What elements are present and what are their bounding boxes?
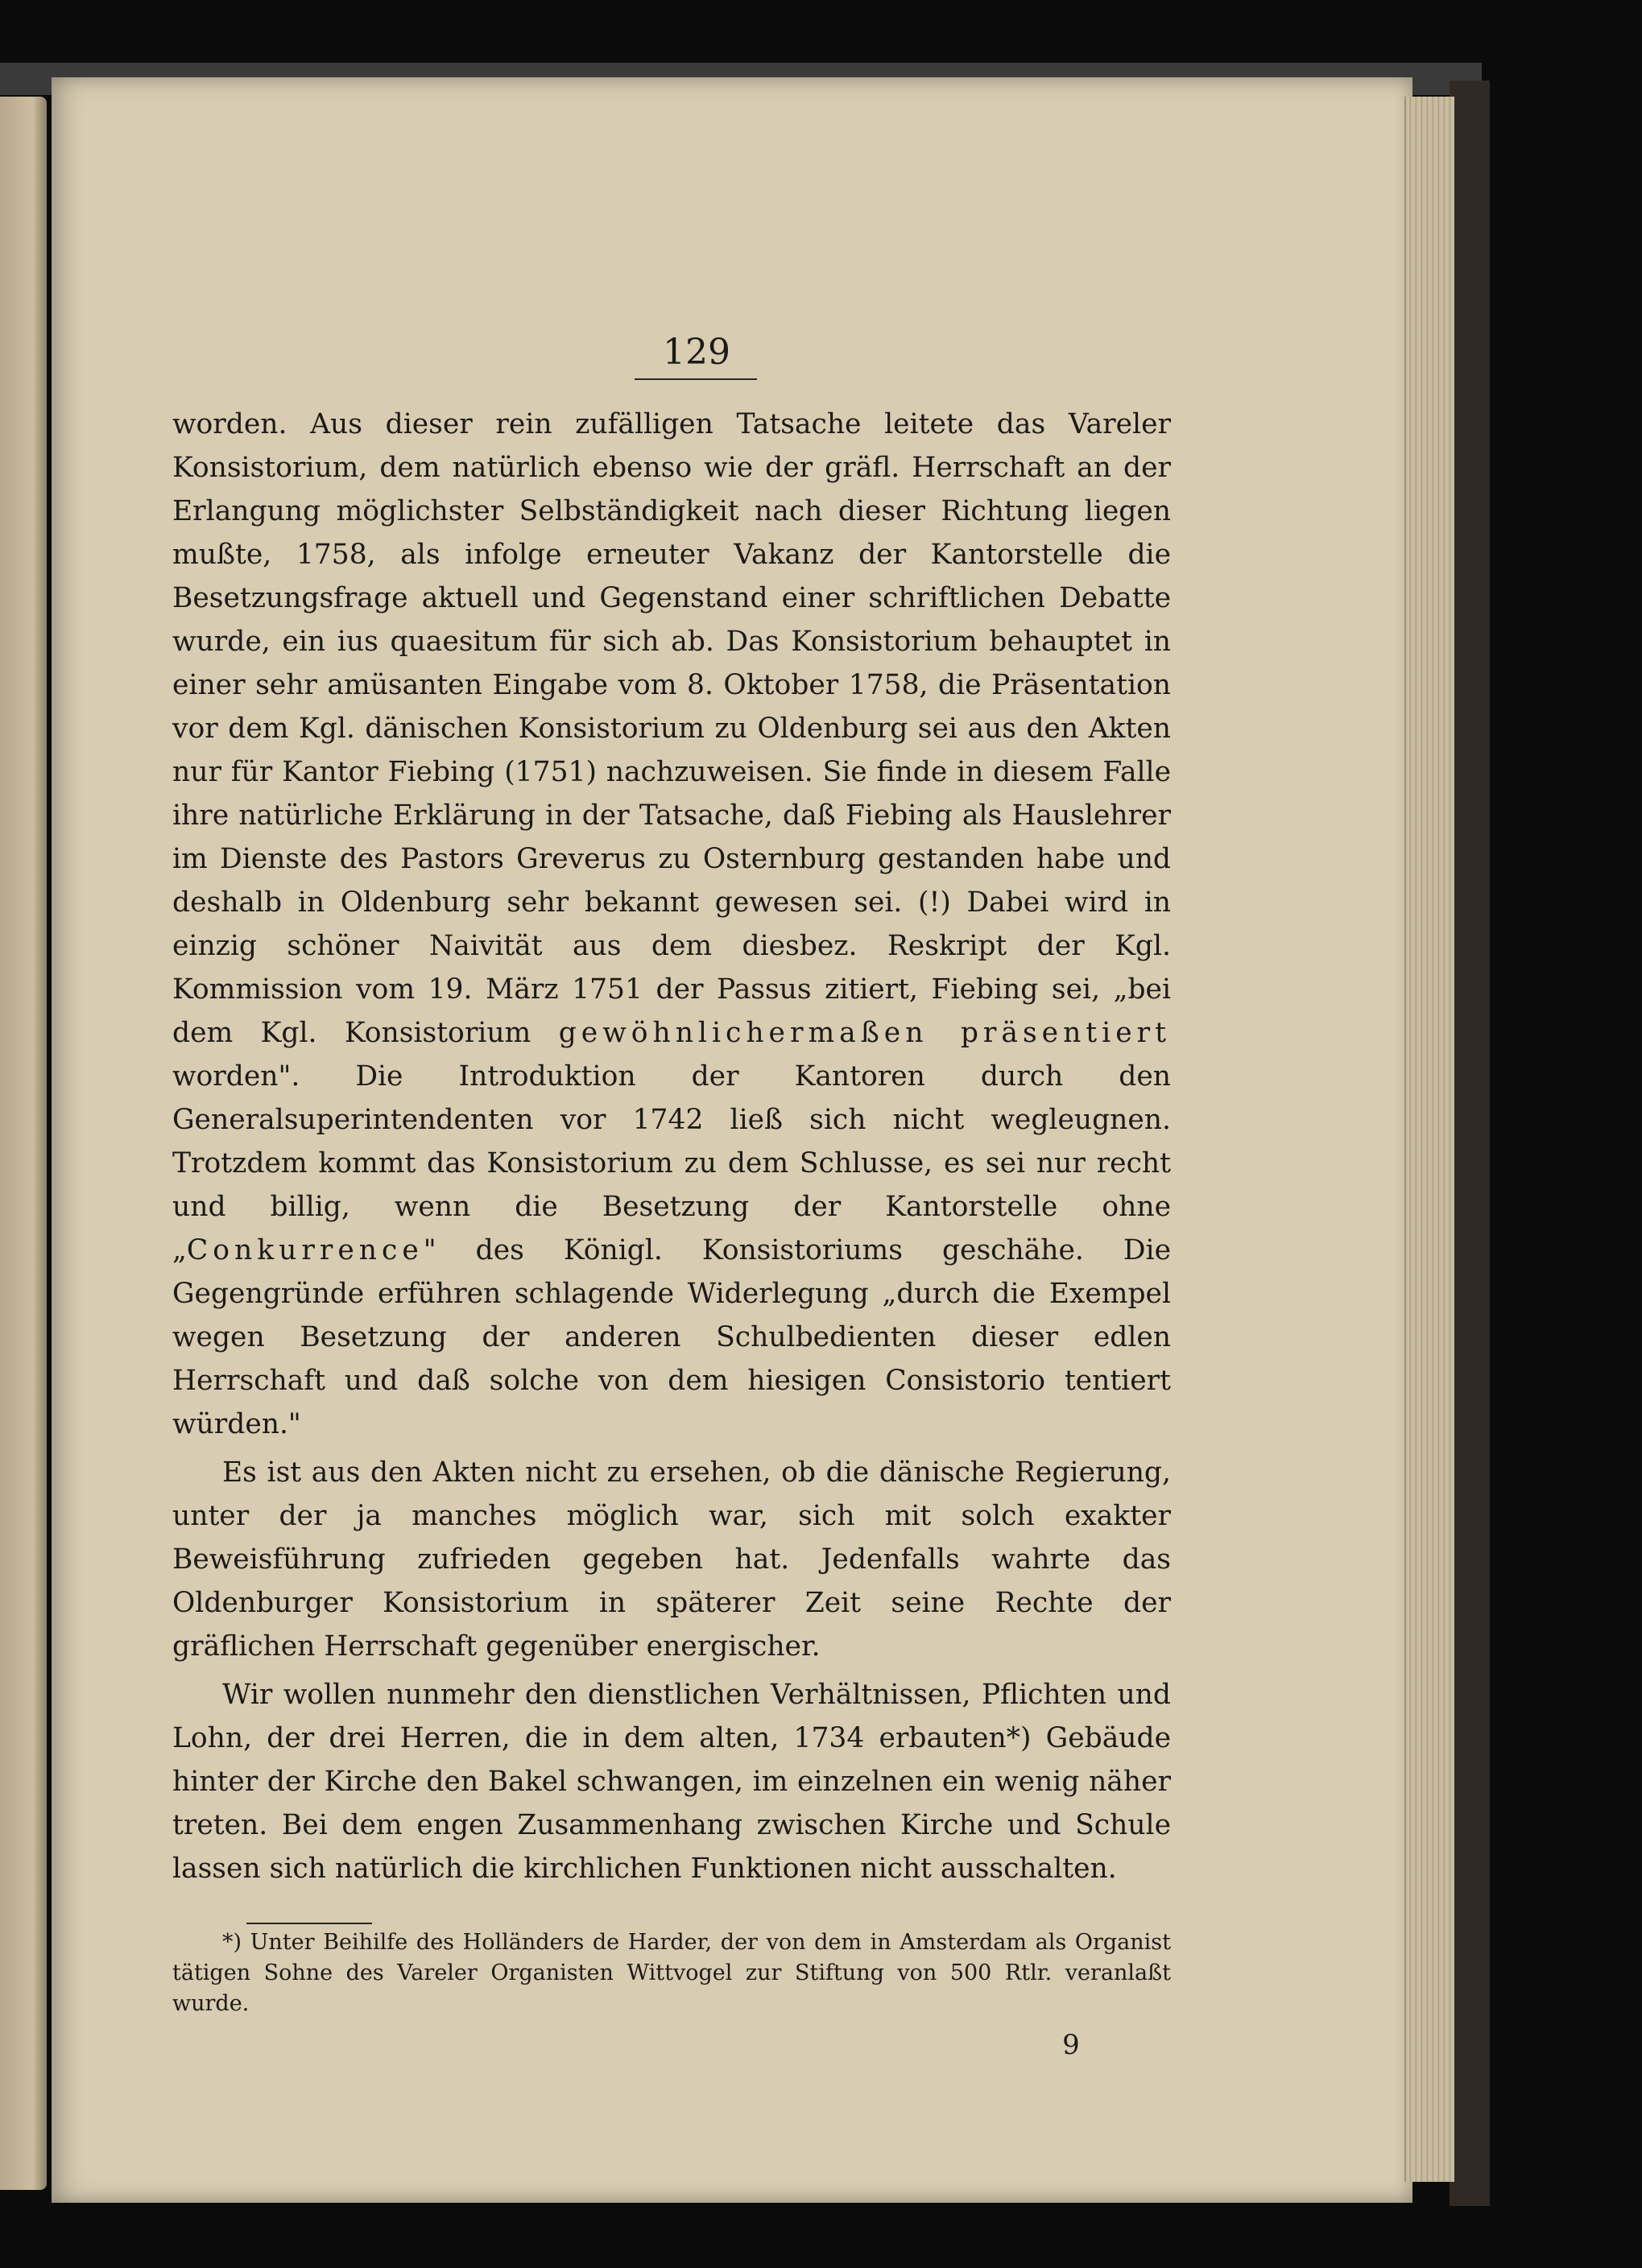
- paragraph-2-run-1: Es ist aus den Akten nicht zu ersehen, ob die dänische Regierung, unter der ja manches möglich war, sich mit solch exakter Beweisführung zufrieden gegeben hat. Jedenfalls wahrte das Oldenburger Konsistorium in späterer Zeit seine Rechte der gräflichen Herrschaft gegenüber energischer.: [172, 1456, 1171, 1663]
- page-number-rule: [635, 378, 757, 380]
- book-cover-right: [1450, 81, 1490, 2206]
- footnote: *) Unter Beihilfe des Holländers de Harder, der von dem in Amsterdam als Organist tätigen Sohne des Vareler Organisten Wittvogel zur Stiftung von 500 Rtlr. veranlaßt wurde.: [172, 1930, 1171, 2016]
- facing-page-edge: [0, 97, 47, 2190]
- paragraph-1-run-2: worden". Die Introduktion der Kantoren durch den Generalsuperintendenten vor 1742 ließ sich nicht wegleugnen. Trotzdem kommt das Konsistorium zu dem Schlusse, es sei nur recht und billig, wenn die Besetzung der Kantorstelle ohne „: [172, 1060, 1171, 1266]
- paragraph-2: [172, 1451, 1171, 1668]
- page-block-edges: [1404, 97, 1454, 2182]
- paragraph-1: [172, 403, 1171, 1446]
- footnote-rule: [246, 1923, 372, 1924]
- paragraph-1-emphasis-1: gewöhnlichermaßen präsentiert: [558, 1017, 1171, 1049]
- printer-signature-mark: 9: [1062, 2029, 1080, 2061]
- paragraph-1-run-1: worden. Aus dieser rein zufälligen Tatsache leitete das Vareler Konsistorium, dem natürlich ebenso wie der gräfl. Herrschaft an der Erlangung möglichster Selbständigkeit nach dieser Richtung liegen mußte, 1758, als infolge erneuter Vakanz der Kantorstelle die Besetzungsfrage aktuell und Gegenstand einer schriftlichen Debatte wurde, ein ius quaesitum für sich ab. Das Konsistorium behauptet in einer sehr amüsanten Eingabe vom 8. Oktober 1758, die Präsentation vor dem Kgl. dänischen Konsistorium zu Oldenburg sei aus den Akten nur für Kantor Fiebing (1751) nachzuweisen. Sie finde in diesem Falle ihre natürliche Erklärung in der Tatsache, daß Fiebing als Hauslehrer im Dienste des Pastors Greverus zu Osternburg gestanden habe und deshalb in Oldenburg sehr bekannt gewesen sei. (!) Dabei wird in einzig schöner Naivität aus dem diesbez. Reskript der Kgl. Kommission vom 19. März 1751 der Passus zitiert, Fiebing sei, „bei dem Kgl. Konsistorium: [172, 408, 1171, 1049]
- main-text: [172, 403, 1171, 1900]
- page-number: 129: [663, 332, 730, 373]
- paragraph-1-run-3: " des Königl. Konsistoriums geschähe. Die Gegengründe erführen schlagende Widerlegung „durch die Exempel wegen Besetzung der anderen Schulbedienten dieser edlen Herrschaft und daß solche von dem hiesigen Consistorio tentiert würden.": [172, 1234, 1171, 1440]
- paragraph-1-emphasis-2: Conkurrence: [186, 1234, 424, 1266]
- paragraph-3-run-1: Wir wollen nunmehr den dienstlichen Verhältnissen, Pflichten und Lohn, der drei Herren, die in dem alten, 1734 erbauten*) Gebäude hinter der Kirche den Bakel schwangen, im einzelnen ein wenig näher treten. Bei dem engen Zusammenhang zwischen Kirche und Schule lassen sich natürlich die kirchlichen Funktionen nicht ausschalten.: [172, 1679, 1171, 1885]
- paragraph-3: [172, 1673, 1171, 1890]
